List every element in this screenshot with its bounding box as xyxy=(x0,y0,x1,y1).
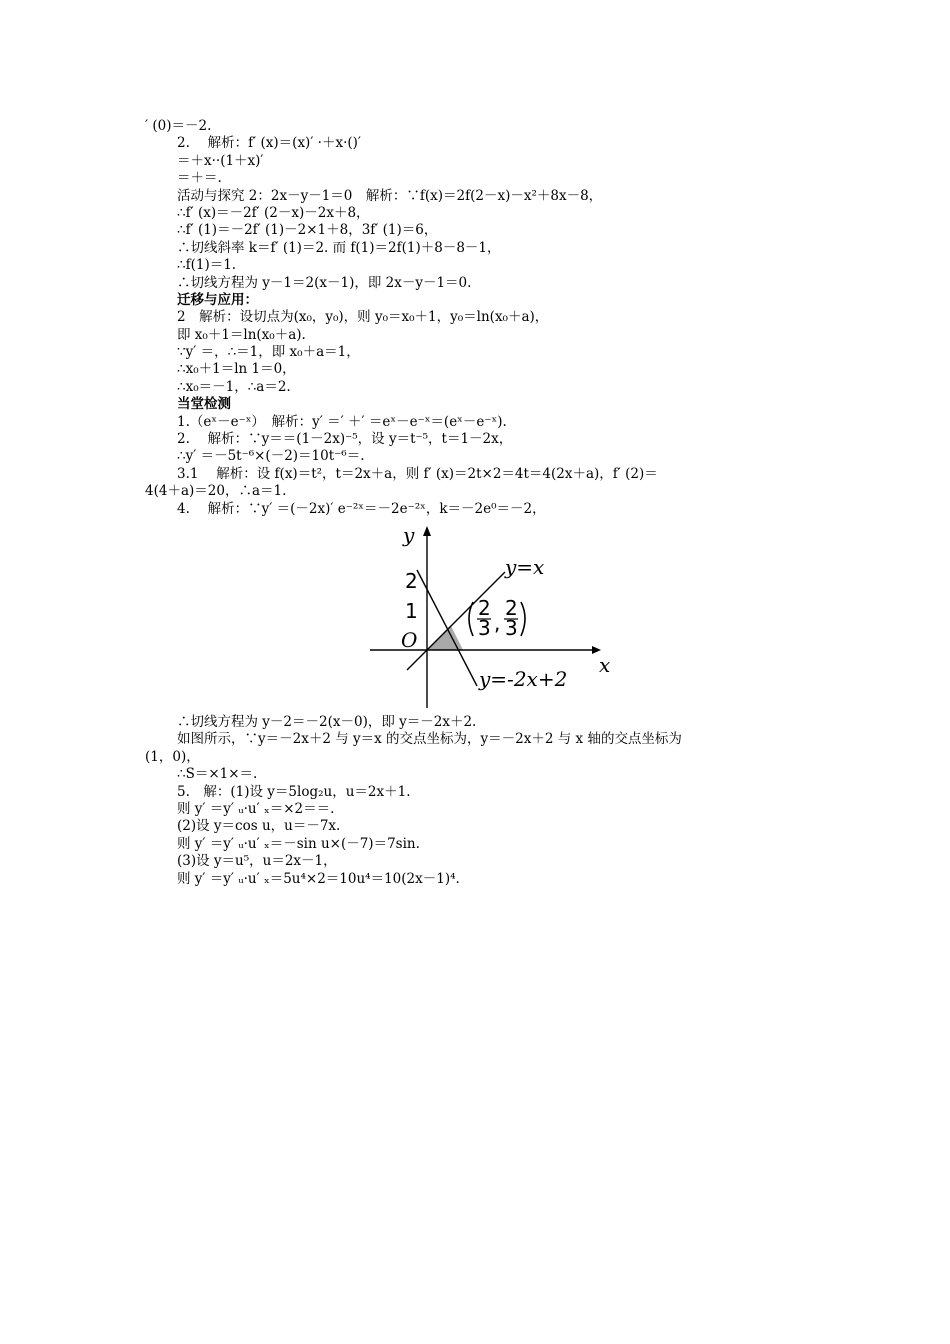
line2-label: y=-2x+2 xyxy=(479,666,568,691)
right-paren xyxy=(521,602,525,636)
origin-label: O xyxy=(401,627,418,652)
line1-label: y=x xyxy=(505,554,545,579)
y-axis-label: y xyxy=(403,522,415,547)
text-line: 2 解析：设切点为(x₀，y₀)，则 y₀＝x₀＋1，y₀＝ln(x₀＋a)， xyxy=(177,309,549,326)
text-line: ＝＋x··(1＋x)′ xyxy=(177,152,264,169)
y-axis-arrow xyxy=(423,526,431,536)
solution-text-top xyxy=(145,118,815,518)
text-line: 迁移与应用： xyxy=(177,291,258,308)
text-line: 2. 解析：∵y＝＝(1－2x)⁻⁵，设 y＝t⁻⁵，t＝1－2x， xyxy=(177,431,513,448)
text-line: ∴f′ (1)＝－2f′ (1)－2×1＋8，3f′ (1)＝6， xyxy=(177,222,438,239)
y-tick-1: 1 xyxy=(405,598,418,623)
text-line: ∴y′ ＝－5t⁻⁶×(－2)＝10t⁻⁶＝. xyxy=(177,448,365,465)
text-line: 则 y′ ＝y′ ᵤ·u′ ₓ＝5u⁴×2＝10u⁴＝10(2x－1)⁴. xyxy=(177,870,460,887)
text-line: 4. 解析：∵y′ ＝(－2x)′ e⁻²ˣ＝－2e⁻²ˣ，k＝－2e⁰＝－2， xyxy=(177,500,546,517)
text-line: 2. 解析：f′ (x)＝(x)′ ·＋x·()′ xyxy=(177,135,361,152)
text-line: ∴切线方程为 y－1＝2(x－1)，即 2x－y－1＝0. xyxy=(177,274,472,291)
text-line: ∴f′ (x)＝－2f′ (2－x)－2x＋8， xyxy=(177,204,370,221)
point-y-numerator: 2 xyxy=(505,595,518,620)
text-line: ＝＋＝. xyxy=(177,170,222,187)
point-comma: , xyxy=(494,610,501,635)
text-line: (3)设 y＝u⁵，u＝2x－1， xyxy=(177,853,337,870)
solution-text-bottom xyxy=(145,714,815,888)
text-line: (1，0)， xyxy=(145,748,200,765)
text-line: 5. 解：(1)设 y＝5log₂u，u＝2x＋1. xyxy=(177,783,411,800)
text-line: 活动与探究 2：2x－y－1＝0 解析：∵f(x)＝2f(2－x)－x²＋8x－8， xyxy=(177,187,603,204)
text-line: ′ (0)＝－2. xyxy=(145,118,212,134)
text-line: ∴x₀＝－1，∴a＝2. xyxy=(177,378,291,395)
text-line: 1.（eˣ－e⁻ˣ） 解析：y′ ＝′ ＋′ ＝eˣ－e⁻ˣ＝(eˣ－e⁻ˣ). xyxy=(177,413,507,430)
text-line: ∴S＝×1×＝. xyxy=(177,766,258,783)
x-axis-label: x xyxy=(599,652,611,677)
text-line: ∴切线方程为 y－2＝－2(x－0)，即 y＝－2x＋2. xyxy=(177,713,477,730)
text-line: 如图所示，∵y＝－2x＋2 与 y＝x 的交点坐标为，y＝－2x＋2 与 x 轴的交点坐标为 xyxy=(177,731,682,748)
y-tick-2: 2 xyxy=(405,568,418,593)
shaded-region xyxy=(427,626,463,650)
text-line: 当堂检测 xyxy=(177,396,231,413)
point-x-numerator: 2 xyxy=(478,595,491,620)
document-page xyxy=(145,118,815,888)
text-line: ∴f(1)＝1. xyxy=(177,257,237,274)
text-line: ∴切线斜率 k＝f′ (1)＝2. 而 f(1)＝2f(1)＋8－8－1， xyxy=(177,239,501,256)
text-line: ∴x₀＋1＝ln 1＝0， xyxy=(177,361,296,378)
text-line: 则 y′ ＝y′ ᵤ·u′ ₓ＝×2＝＝. xyxy=(177,800,335,817)
text-line: 即 x₀＋1＝ln(x₀＋a). xyxy=(177,326,306,343)
point-y-denominator: 3 xyxy=(505,615,518,640)
text-line: 3.1 解析：设 f(x)＝t²，t＝2x＋a，则 f′ (x)＝2t×2＝4t＝4(2x＋a)，f′ (2)＝ xyxy=(177,465,658,482)
text-line: ∵y′ ＝，∴＝1，即 x₀＋a＝1， xyxy=(177,344,360,361)
text-line: 则 y′ ＝y′ ᵤ·u′ ₓ＝－sin u×(－7)＝7sin. xyxy=(177,835,420,852)
text-line: (2)设 y＝cos u，u＝－7x. xyxy=(177,818,341,835)
point-x-denominator: 3 xyxy=(478,615,491,640)
text-line: 4(4＋a)＝20，∴a＝1. xyxy=(145,483,287,500)
intersection-point-label xyxy=(469,596,525,640)
graph-figure xyxy=(145,520,815,710)
coordinate-graph xyxy=(365,520,615,710)
line-y-equals-minus-2x-plus-2 xyxy=(417,570,477,686)
